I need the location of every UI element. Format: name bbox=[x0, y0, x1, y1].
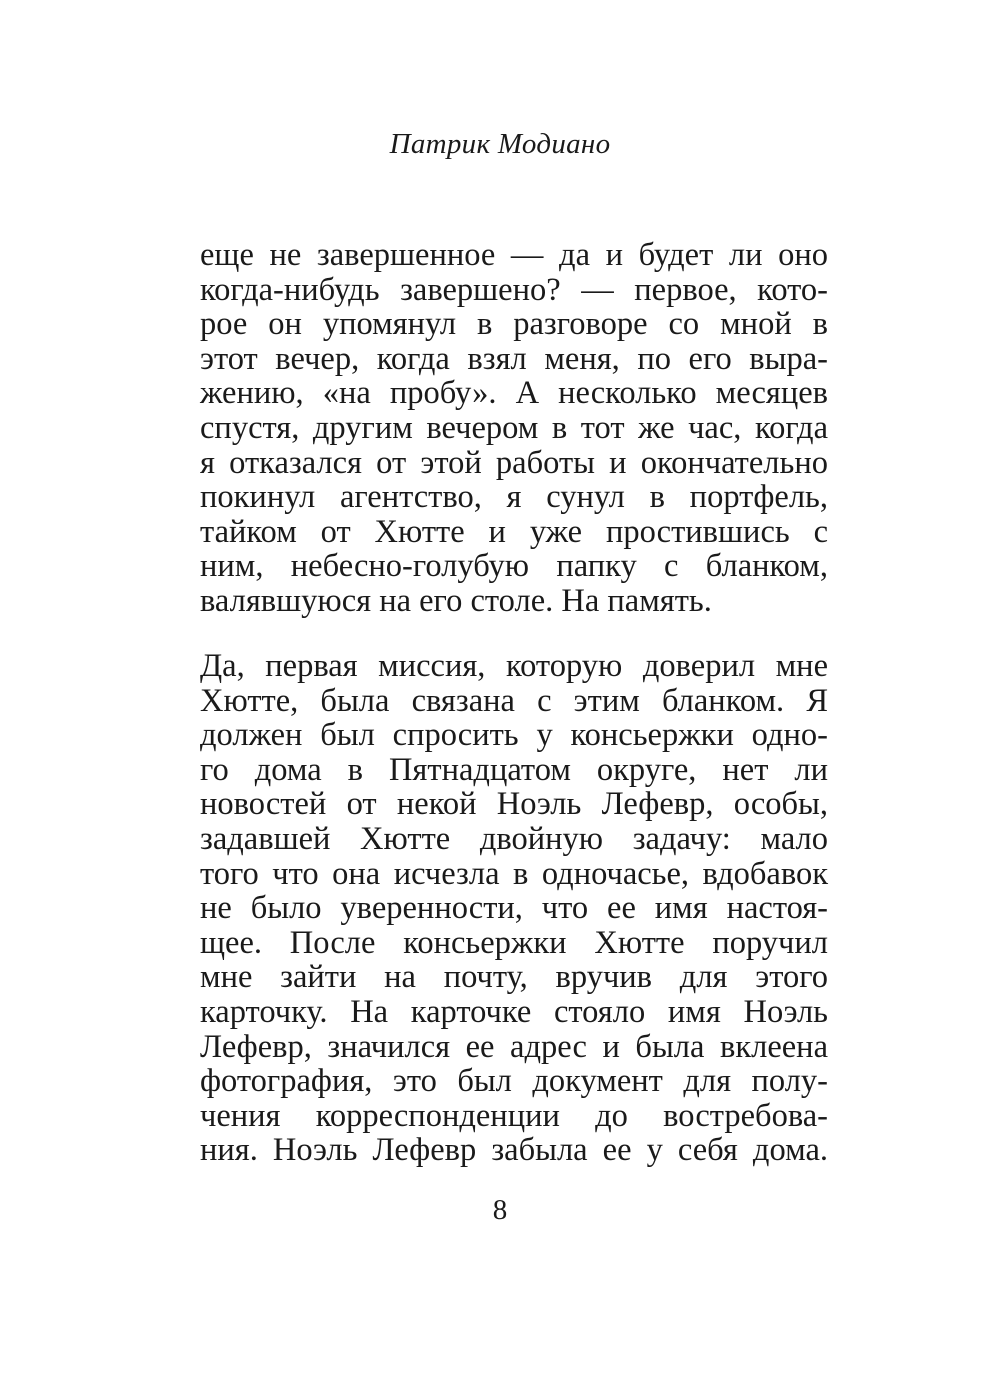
text-line: когда-нибудь завершено? — первое, кото- bbox=[200, 271, 828, 308]
paragraph-1 bbox=[200, 238, 828, 619]
text-line: Да, первая миссия, которую доверил мне bbox=[200, 648, 828, 684]
text-line: фотография, это был документ для полу- bbox=[200, 1063, 828, 1100]
page-number: 8 bbox=[492, 1194, 508, 1226]
text-line: жению, «на пробу». А несколько месяцев bbox=[200, 375, 828, 412]
running-header-author: Патрик Модиано bbox=[389, 128, 611, 160]
text-line: задавшей Хютте двойную задачу: мало bbox=[200, 820, 828, 857]
text-line: должен был спросить у консьержки одно- bbox=[200, 717, 828, 754]
text-line: ния. Ноэль Лефевр забыла ее у себя дома. bbox=[200, 1132, 828, 1169]
text-line: чения корреспонденции до востребова- bbox=[200, 1097, 828, 1134]
text-line: го дома в Пятнадцатом округе, нет ли bbox=[200, 751, 828, 788]
paragraph-2 bbox=[200, 649, 828, 1168]
text-line: мне зайти на почту, вручив для этого bbox=[200, 959, 828, 996]
text-line: валявшуюся на его столе. На память. bbox=[200, 582, 712, 619]
text-line: тайком от Хютте и уже простившись с bbox=[200, 513, 828, 550]
text-line: не было уверенности, что ее имя настоя- bbox=[200, 890, 828, 927]
text-line: еще не завершенное — да и будет ли оно bbox=[200, 237, 828, 273]
text-line: новостей от некой Ноэль Лефевр, особы, bbox=[200, 786, 828, 823]
text-line: Лефевр, значился ее адрес и была вклеена bbox=[200, 1028, 828, 1065]
text-line: рое он упомянул в разговоре со мной в bbox=[200, 306, 828, 343]
text-line: покинул агентство, я сунул в портфель, bbox=[200, 479, 828, 516]
text-line: Хютте, была связана с этим бланком. Я bbox=[200, 682, 828, 719]
text-line: я отказался от этой работы и окончательно bbox=[200, 444, 828, 481]
text-line: этот вечер, когда взял меня, по его выра- bbox=[200, 340, 828, 377]
text-line: спустя, другим вечером в тот же час, когда bbox=[200, 409, 828, 446]
text-line: карточку. На карточке стояло имя Ноэль bbox=[200, 993, 828, 1030]
text-line: ним, небесно-голубую папку с бланком, bbox=[200, 548, 828, 585]
text-line: щее. После консьержки Хютте поручил bbox=[200, 924, 828, 961]
text-line: того что она исчезла в одночасье, вдобавок bbox=[200, 855, 828, 892]
